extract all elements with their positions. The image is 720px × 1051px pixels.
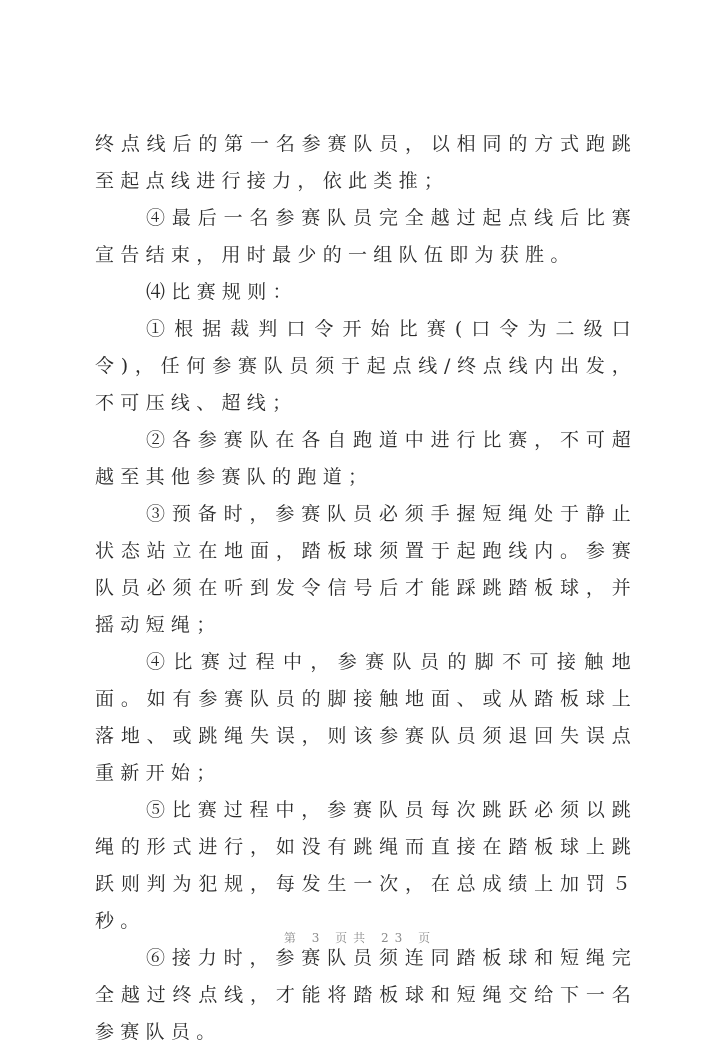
paragraph-rule-1: ①根据裁判口令开始比赛(口令为二级口令)，任何参赛队员须于起点线/终点线内出发，不可压线、超线； <box>95 318 637 414</box>
section-heading-rules: ⑷比赛规则： <box>146 281 298 303</box>
paragraph-rule-3: ③预备时，参赛队员必须手握短绳处于静止状态站立在地面，踏板球须置于起跑线内。参赛队员必须在听到发令信号后才能踩跳踏板球，并摇动短绳； <box>95 503 637 636</box>
document-body <box>95 126 637 1051</box>
paragraph-rule-4: ④比赛过程中，参赛队员的脚不可接触地面。如有参赛队员的脚接触地面、或从踏板球上落地、或跳绳失误，则该参赛队员须退回失误点重新开始； <box>95 651 637 784</box>
paragraph-rule-2: ②各参赛队在各自跑道中进行比赛，不可超越至其他参赛队的跑道； <box>95 429 637 488</box>
paragraph-step-4: ④最后一名参赛队员完全越过起点线后比赛宣告结束，用时最少的一组队伍即为获胜。 <box>95 207 637 266</box>
paragraph-rule-6: ⑥接力时，参赛队员须连同踏板球和短绳完全越过终点线，才能将踏板球和短绳交给下一名参赛队员。 <box>95 947 637 1043</box>
page-number-footer: 第 3 页共 23 页 <box>283 931 437 945</box>
paragraph-continued: 终点线后的第一名参赛队员，以相同的方式跑跳至起点线进行接力，依此类推； <box>95 133 637 192</box>
paragraph-rule-5: ⑤比赛过程中，参赛队员每次跳跃必须以跳绳的形式进行，如没有跳绳而直接在踏板球上跳跃则判为犯规，每发生一次，在总成绩上加罚５秒。 <box>95 799 637 932</box>
